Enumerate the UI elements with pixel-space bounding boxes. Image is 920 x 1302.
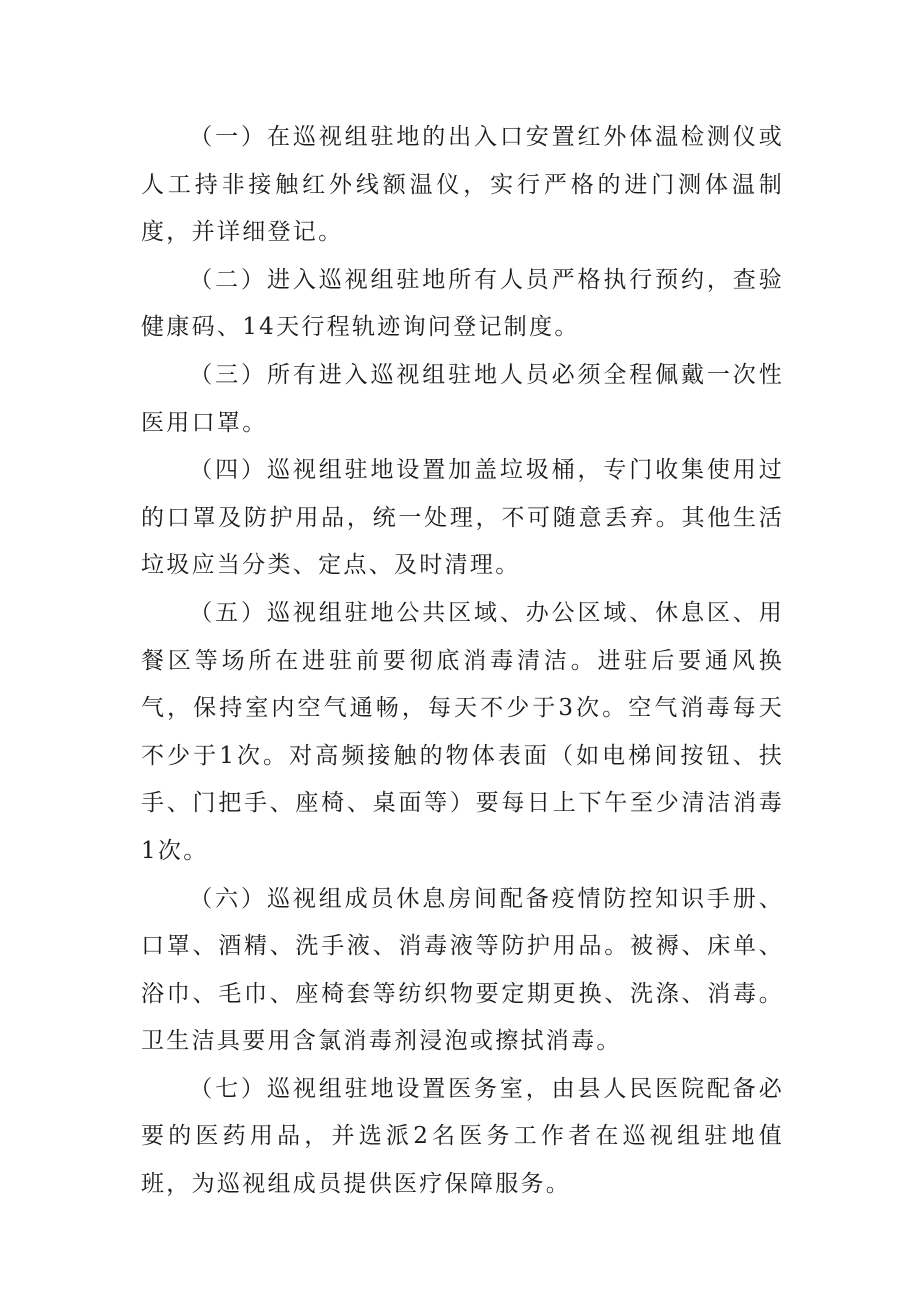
paragraph-1: （一）在巡视组驻地的出入口安置红外体温检测仪或人工持非接触红外线额温仪，实行严格的进门测体温制度，并详细登记。 (141, 124, 784, 246)
paragraph-3: （三）所有进入巡视组驻地人员必须全程佩戴一次性医用口罩。 (141, 361, 784, 436)
paragraph-6: （六）巡视组成员休息房间配备疫情防控知识手册、口罩、酒精、洗手液、消毒液等防护用品。被褥、床单、浴巾、毛巾、座椅套等纺织物要定期更换、洗涤、消毒。卫生洁具要用含氯消毒剂浸泡或擦拭消毒。 (141, 885, 784, 1055)
paragraph-5: （五）巡视组驻地公共区域、办公区域、休息区、用餐区等场所在进驻前要彻底消毒清洁。进驻后要通风换气，保持室内空气通畅，每天不少于3次。空气消毒每天不少于1次。对高频接触的物体表面（如电梯间按钮、扶手、门把手、座椅、桌面等）要每日上下午至少清洁消毒1次。 (141, 599, 784, 864)
paragraph-7: （七）巡视组驻地设置医务室，由县人民医院配备必要的医药用品，并选派2名医务工作者在巡视组驻地值班，为巡视组成员提供医疗保障服务。 (141, 1075, 784, 1198)
document-body (141, 114, 784, 1209)
paragraph-4: （四）巡视组驻地设置加盖垃圾桶，专门收集使用过的口罩及防护用品，统一处理，不可随意丢弃。其他生活垃圾应当分类、定点、及时清理。 (141, 457, 784, 579)
paragraph-2: （二）进入巡视组驻地所有人员严格执行预约，查验健康码、14天行程轨迹询问登记制度。 (141, 266, 784, 341)
